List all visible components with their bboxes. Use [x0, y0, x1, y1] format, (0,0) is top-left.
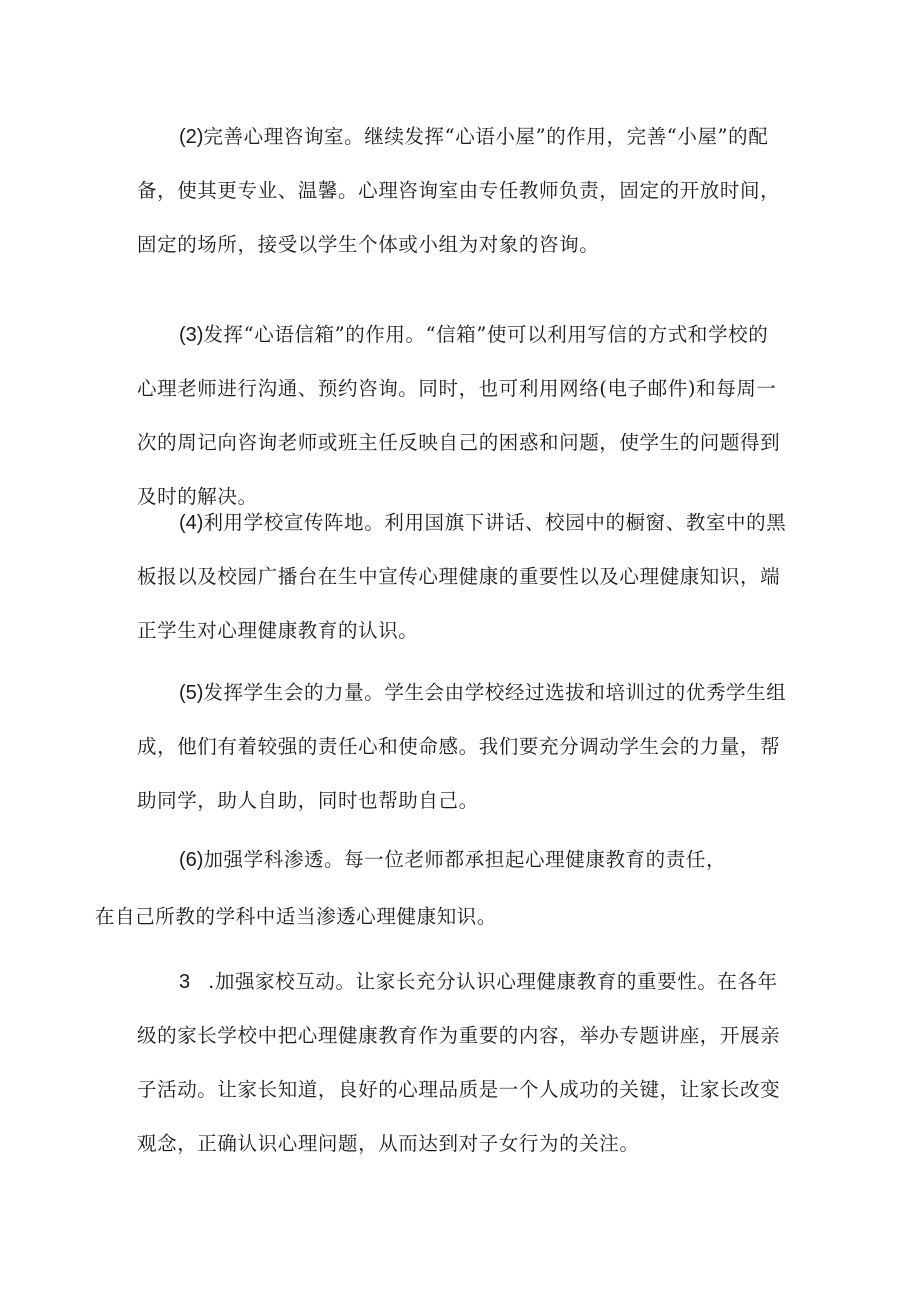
paragraph-text: 发挥学生会的力量。学生会由学校经过选拔和培训过的优秀学生组成，他们有着较强的责任心和使命感。我们要充分调动学生会的力量，帮助同学，助人自助，同时也帮助自己。: [137, 681, 787, 812]
paragraph-text: 完善心理咨询室。继续发挥“心语小屋”的作用，完善“小屋”的配备，使其更专业、温馨。心理咨询室由专任教师负责，固定的开放时间，固定的场所，接受以学生个体或小组为对象的咨询。: [137, 125, 781, 256]
paragraph-text-line2: 在自己所教的学科中适当渗透心理健康知识。: [95, 905, 498, 928]
paragraph-number: (3): [179, 324, 204, 346]
paragraph-number: 3: [179, 971, 191, 993]
paragraph-text: 利用学校宣传阵地。利用国旗下讲话、校园中的橱窗、教室中的黑板报以及校园广播台在生中宣传心理健康的重要性以及心理健康知识，端正学生对心理健康教育的认识。: [137, 511, 787, 642]
paragraph-number: (2): [179, 126, 204, 148]
paragraph-counseling-room: [137, 110, 787, 272]
paragraph-number: (4): [179, 512, 204, 534]
paragraph-student-union: [137, 666, 787, 828]
paragraph-number: (5): [179, 682, 204, 704]
paragraph-text: 加强学科渗透。每一位老师都承担起心理健康教育的责任，: [203, 848, 727, 871]
paragraph-publicity: [137, 496, 787, 658]
paragraph-subject-integration: [95, 833, 787, 944]
paragraph-number: (6): [179, 849, 204, 871]
paragraph-mailbox: [137, 308, 787, 524]
paragraph-text: 发挥“心语信箱”的作用。“信箱”使可以利用写信的方式和学校的心理老师进行沟通、预约咨询。同时，也可利用网络(电子邮件)和每周一次的周记向咨询老师或班主任反映自己的困惑和问题，使学生的问题得到及时的解决。: [137, 323, 781, 508]
paragraph-text: .加强家校互动。让家长充分认识心理健康教育的重要性。在各年级的家长学校中把心理健康教育作为重要的内容，举办专题讲座，开展亲子活动。让家长知道，良好的心理品质是一个人成功的关键，让家长改变观念，正确认识心理问题，从而达到对子女行为的关注。: [137, 970, 781, 1155]
paragraph-home-school: [137, 955, 787, 1171]
